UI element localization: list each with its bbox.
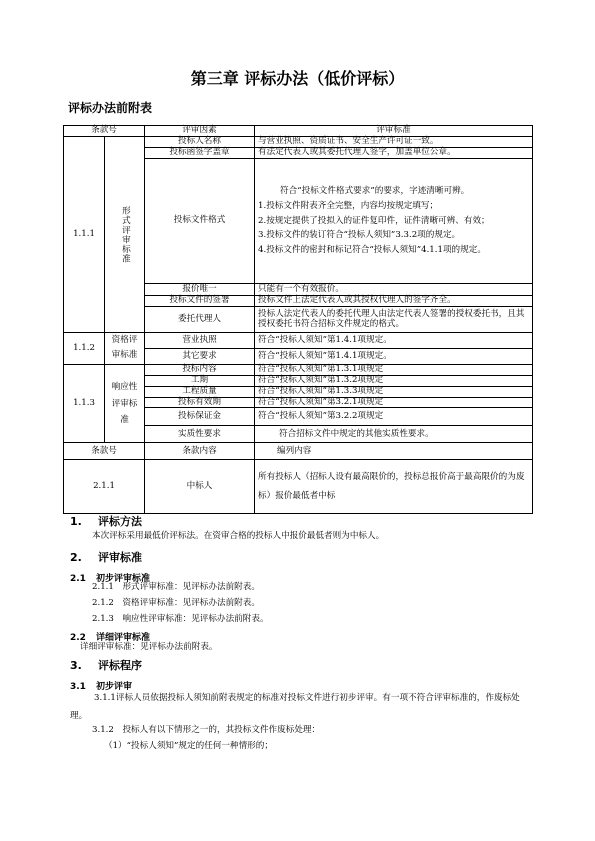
factor-cell: 实质性要求 xyxy=(145,426,255,443)
standard-cell: 只能有一个有效报价。 xyxy=(255,284,533,296)
clause-number: 2.1.1 xyxy=(64,460,145,514)
category-label: 形式评审标准 xyxy=(120,205,131,264)
factor-cell: 投标保证金 xyxy=(145,408,255,426)
standard-line: 2.按规定提供了投拟入的证件复印件，证件清晰可辨、有效； xyxy=(258,215,490,226)
section-3-1-1-text: 3.1.1评标人员依据投标人须知前附表规定的标准对投标文件进行初步评审。有一项不符合评审标准的，作废标处理。 xyxy=(70,693,520,721)
factor-cell: 委托代理人 xyxy=(145,307,255,333)
section-heading-2-2: 2.2 详细评审标准 xyxy=(70,633,151,643)
category-label: 资格评审标准 xyxy=(105,333,145,365)
clause-number: 1.1.1 xyxy=(64,137,105,333)
standard-line: 3.投标文件的装订符合“投标人须知”3.3.2项的规定。 xyxy=(258,230,461,241)
clause-number: 1.1.2 xyxy=(64,333,105,365)
list-item: 2.1.1 形式评审标准：见评标办法前附表。 xyxy=(92,582,260,592)
clause-number: 1.1.3 xyxy=(64,364,105,443)
factor-cell: 投标文件格式 xyxy=(145,159,255,284)
header-standard: 评审标准 xyxy=(255,126,533,137)
standard-cell xyxy=(255,159,533,284)
factor-cell: 工程质量 xyxy=(145,386,255,397)
standard-cell: 符合“投标人须知”第3.2.1项规定 xyxy=(255,397,533,408)
subheader-clause-no: 条款号 xyxy=(64,443,145,460)
standard-cell: 有法定代表人或其委托代理人签字，加盖单位公章。 xyxy=(255,148,533,159)
standard-cell: 符合“投标人须知”第1.3.3项规定 xyxy=(255,386,533,397)
factor-cell: 工期 xyxy=(145,375,255,386)
chapter-title: 第三章 评标办法（低价评标） xyxy=(190,69,405,88)
list-item: 2.1.2 资格评审标准：见评标办法前附表。 xyxy=(92,598,260,608)
standard-cell: 符合“投标人须知”第1.3.2项规定 xyxy=(255,375,533,386)
header-clause-no: 条款号 xyxy=(64,126,145,137)
standard-cell: 所有投标人（招标人设有最高限价的，投标总报价高于最高限价的为废标）报价最低者中标 xyxy=(255,460,533,514)
subheader-listing: 编列内容 xyxy=(255,443,533,460)
category-label: 响应性评审标准 xyxy=(105,364,145,443)
factor-cell: 投标有效期 xyxy=(145,397,255,408)
section-heading-3: 3. 评标程序 xyxy=(70,659,142,672)
factor-cell: 投标文件的签署 xyxy=(145,296,255,307)
standard-cell: 投标人法定代表人的委托代理人由法定代表人签署的授权委托书，且其授权委托书符合招标文件规定的格式。 xyxy=(255,307,533,333)
section-3-1-2-item: （1）“投标人须知”规定的任何一种情形的； xyxy=(104,741,273,751)
factor-cell: 营业执照 xyxy=(145,333,255,349)
factor-cell: 投标人名称 xyxy=(145,137,255,148)
table-row xyxy=(64,137,533,148)
section-1-text: 本次评标采用最低价评标法。在资审合格的投标人中报价最低者则为中标人。 xyxy=(92,531,385,541)
category-cell xyxy=(105,137,145,333)
standard-line: 4.投标文件的密封和标记符合“投标人须知”4.1.1项的规定。 xyxy=(258,244,486,255)
table-row xyxy=(64,460,533,514)
factor-cell: 报价唯一 xyxy=(145,284,255,296)
factor-cell: 投标内容 xyxy=(145,364,255,375)
table-subheader-row xyxy=(64,443,533,460)
standard-cell: 投标文件上法定代表人或其授权代理人的签字齐全。 xyxy=(255,296,533,307)
standard-cell: 符合“投标人须知”第3.2.2项规定 xyxy=(255,408,533,426)
standard-line: 符合“投标文件格式要求”的要求，字迹清晰可辨。 xyxy=(280,186,470,197)
table-row xyxy=(64,364,533,375)
section-2-2-text: 详细评审标准：见评标办法前附表。 xyxy=(80,642,218,652)
table-header-row xyxy=(64,126,533,137)
subheader-content: 条款内容 xyxy=(145,443,255,460)
list-item: 2.1.3 响应性评审标准：见评标办法前附表。 xyxy=(92,614,269,624)
standard-cell: 符合招标文件中规定的其他实质性要求。 xyxy=(255,426,533,443)
standard-cell: 符合“投标人须知”第1.4.1项规定。 xyxy=(255,333,533,349)
table-row xyxy=(64,333,533,349)
evaluation-table xyxy=(63,125,533,514)
header-factor: 评审因素 xyxy=(145,126,255,137)
section-heading-2: 2. 评审标准 xyxy=(70,551,142,564)
factor-cell: 其它要求 xyxy=(145,348,255,364)
section-heading-3-1: 3.1 初步评审 xyxy=(70,682,133,692)
standard-cell: 符合“投标人须知”第1.4.1项规定。 xyxy=(255,348,533,364)
standard-cell: 与营业执照、资质证书、安全生产许可证一致。 xyxy=(255,137,533,148)
table-caption: 评标办法前附表 xyxy=(68,101,153,115)
factor-cell: 投标函签字盖章 xyxy=(145,148,255,159)
factor-cell: 中标人 xyxy=(145,460,255,514)
section-3-1-2-text: 3.1.2 投标人有以下情形之一的，其投标文件作废标处理： xyxy=(92,725,321,735)
section-heading-1: 1. 评标方法 xyxy=(70,515,142,528)
section-heading-2-1: 2.1 初步评审标准 xyxy=(70,574,151,584)
standard-line: 1.投标文件附表齐全完整，内容均按规定填写； xyxy=(258,201,439,212)
standard-cell: 符合“投标人须知”第1.3.1项规定 xyxy=(255,364,533,375)
